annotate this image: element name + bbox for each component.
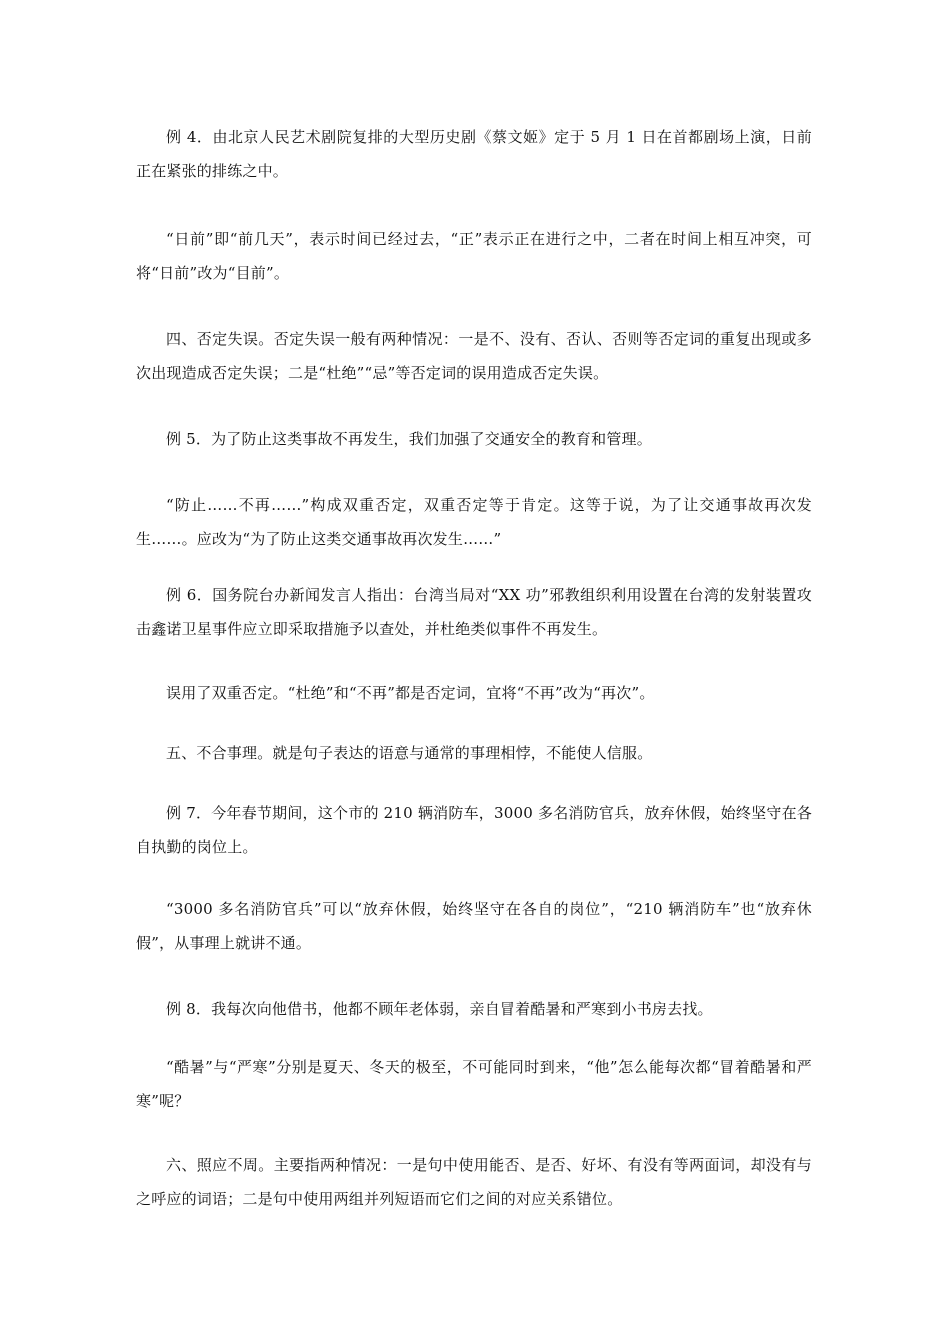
- example-4-analysis: “日前”即“前几天”，表示时间已经过去，“正”表示正在进行之中，二者在时间上相互冲突，可将“日前”改为“目前”。: [136, 230, 812, 282]
- example-7: 例 7．今年春节期间，这个市的 210 辆消防车，3000 多名消防官兵，放弃休假，始终坚守在各自执勤的岗位上。: [136, 804, 812, 856]
- section-4-heading: 四、否定失误。否定失误一般有两种情况：一是不、没有、否认、否则等否定词的重复出现或多次出现造成否定失误；二是“杜绝”“忌”等否定词的误用造成否定失误。: [136, 330, 812, 382]
- example-6: 例 6．国务院台办新闻发言人指出：台湾当局对“XX 功”邪教组织利用设置在台湾的发射装置攻击鑫诺卫星事件应立即采取措施予以查处，并杜绝类似事件不再发生。: [136, 586, 812, 638]
- example-4: 例 4．由北京人民艺术剧院复排的大型历史剧《蔡文姬》定于 5 月 1 日在首都剧场上演，日前正在紧张的排练之中。: [136, 128, 812, 180]
- example-7-analysis: “3000 多名消防官兵”可以“放弃休假，始终坚守在各自的岗位”，“210 辆消防车”也“放弃休假”，从事理上就讲不通。: [136, 900, 812, 952]
- example-6-analysis: 误用了双重否定。“杜绝”和“不再”都是否定词，宜将“不再”改为“再次”。: [166, 684, 655, 702]
- section-5-heading: 五、不合事理。就是句子表达的语意与通常的事理相悖，不能使人信服。: [166, 744, 653, 762]
- example-8-analysis: “酷暑”与“严寒”分别是夏天、冬天的极至，不可能同时到来，“他”怎么能每次都“冒着酷暑和严寒”呢？: [136, 1058, 812, 1110]
- example-5: 例 5．为了防止这类事故不再发生，我们加强了交通安全的教育和管理。: [166, 430, 652, 448]
- example-5-analysis: “防止……不再……”构成双重否定，双重否定等于肯定。这等于说，为了让交通事故再次发生……。应改为“为了防止这类交通事故再次发生……”: [136, 496, 812, 548]
- example-8: 例 8．我每次向他借书，他都不顾年老体弱，亲自冒着酷暑和严寒到小书房去找。: [166, 1000, 713, 1018]
- section-6-heading: 六、照应不周。主要指两种情况：一是句中使用能否、是否、好坏、有没有等两面词，却没有与之呼应的词语；二是句中使用两组并列短语而它们之间的对应关系错位。: [136, 1156, 812, 1208]
